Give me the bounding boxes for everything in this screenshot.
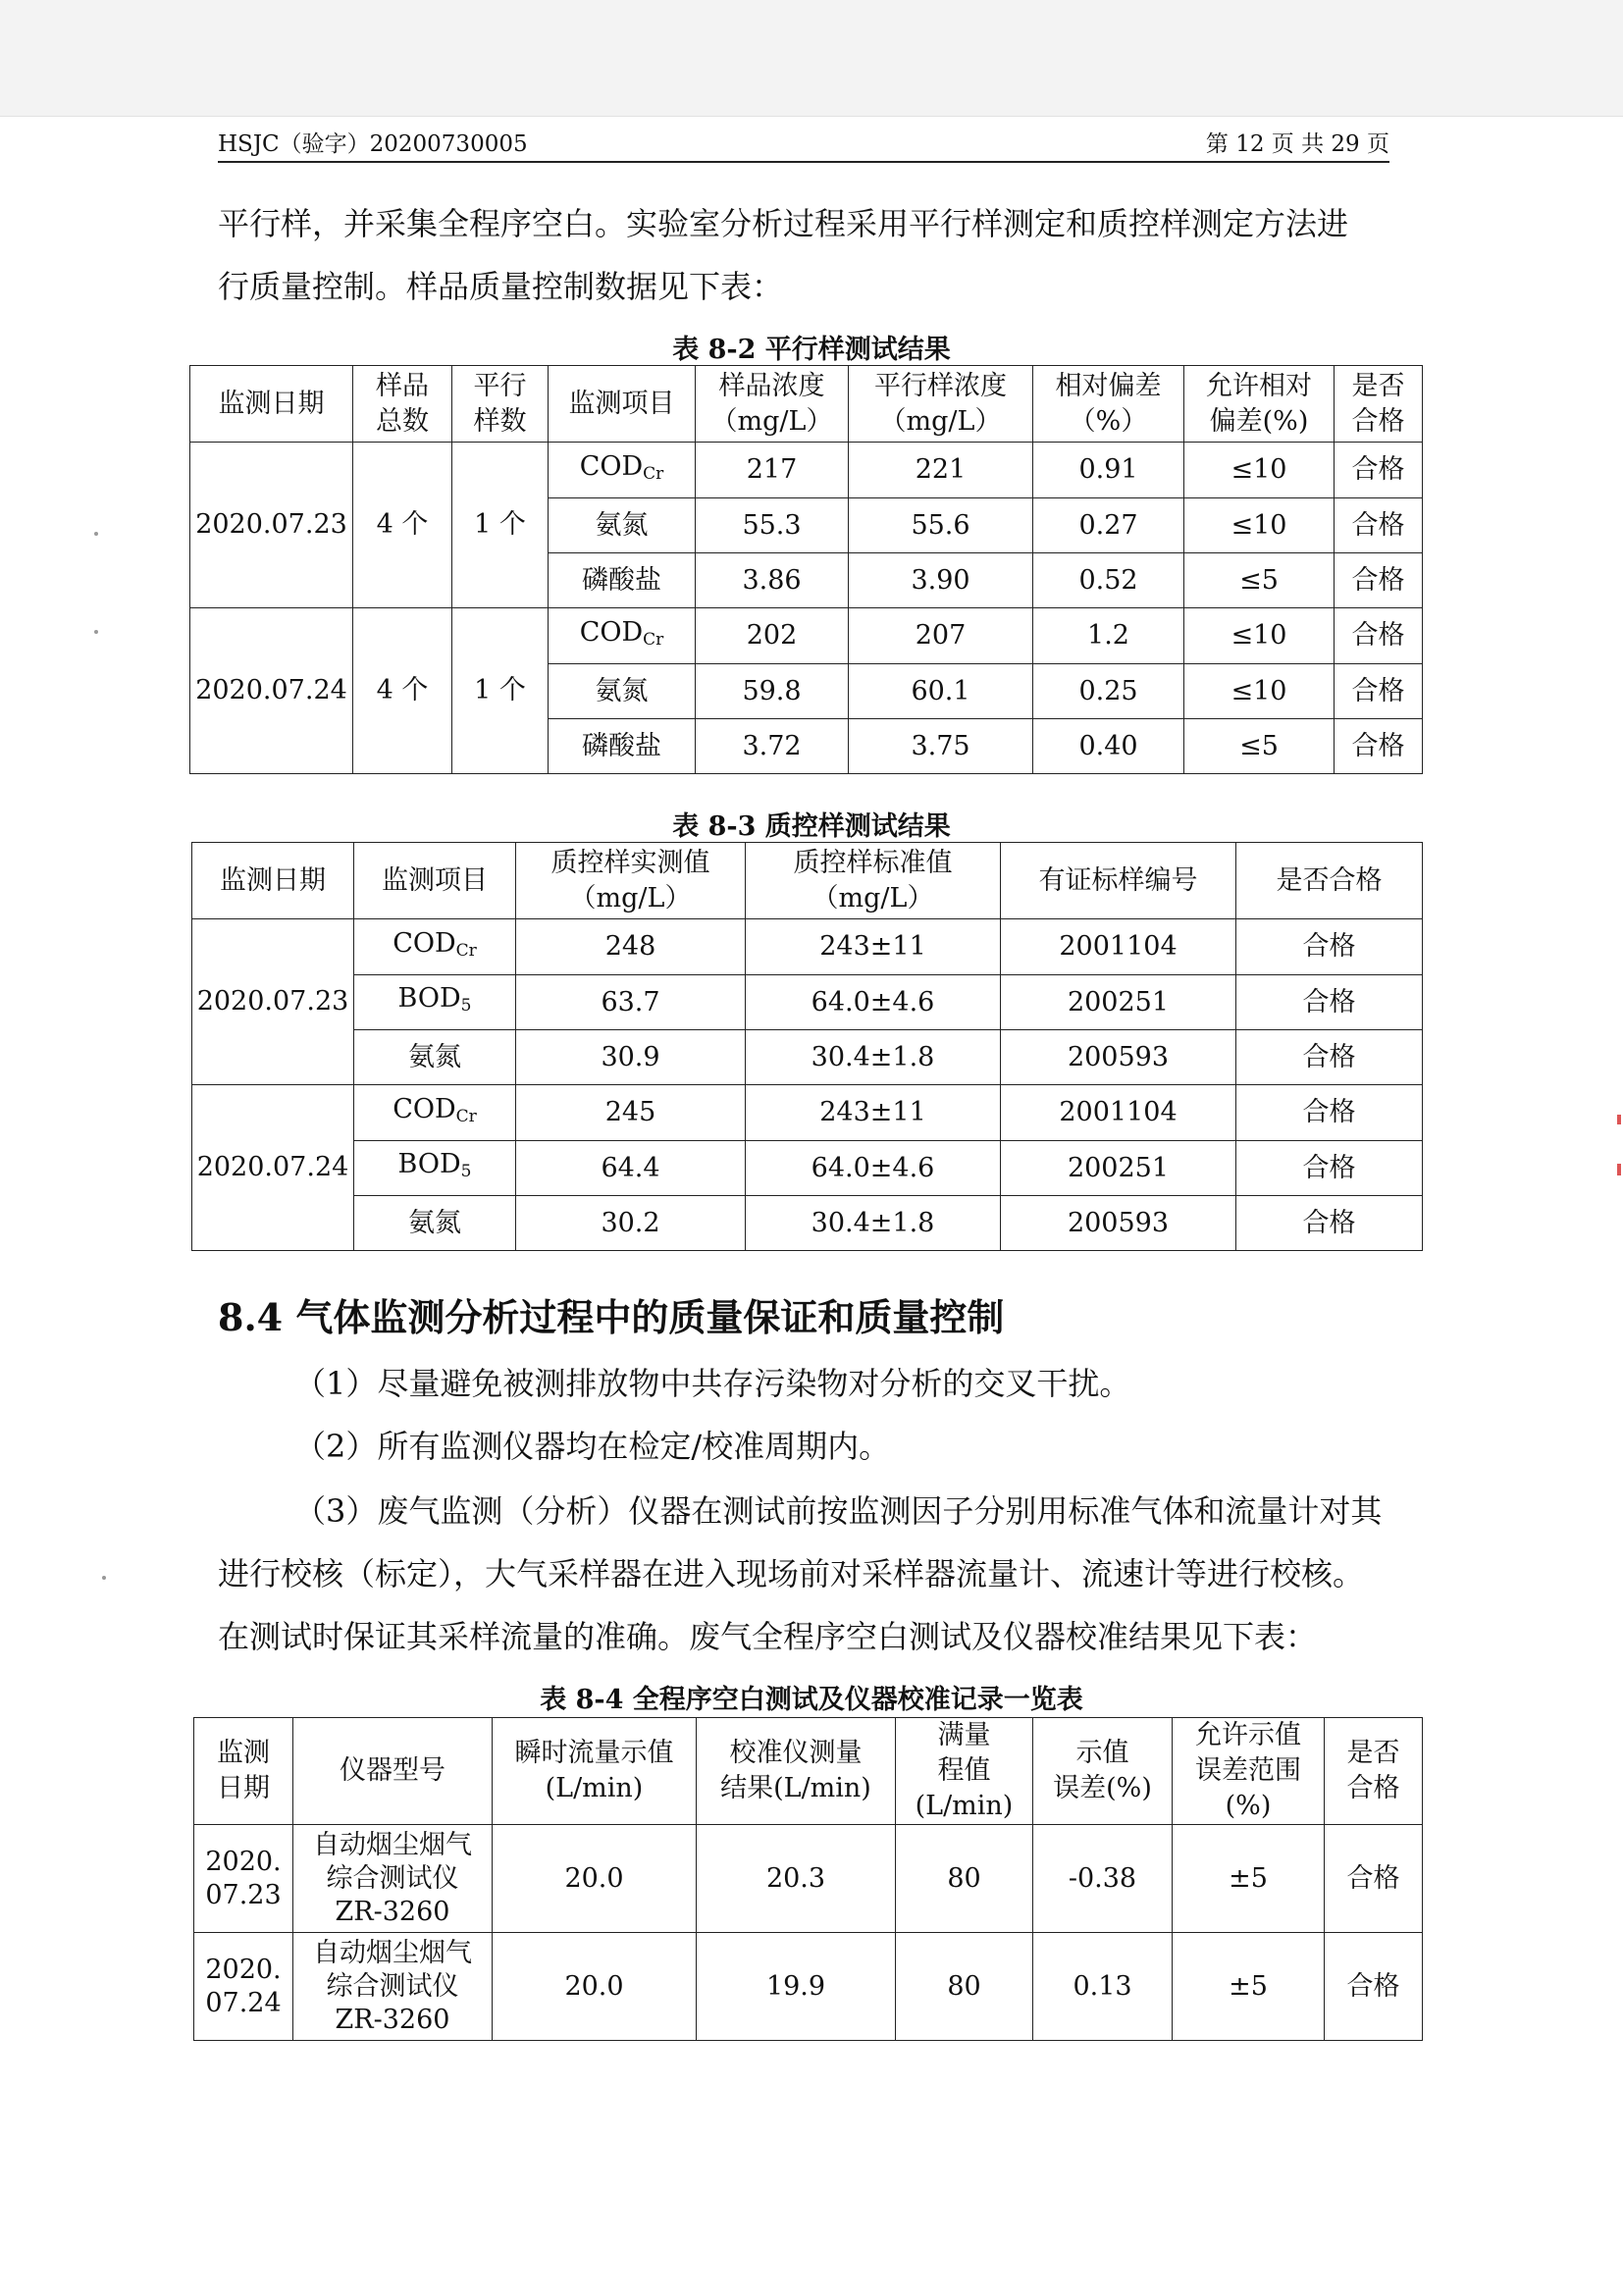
cell-conc: 59.8 [696, 664, 849, 719]
cell-pass: 合格 [1335, 443, 1423, 498]
cell-rd: 0.40 [1033, 719, 1184, 774]
cell-pass: 合格 [1325, 1933, 1423, 2041]
table-8-2-caption: 表 8-2 平行样测试结果 [672, 335, 951, 365]
header-allow: 允许示值 误差范围 (%) [1173, 1718, 1325, 1825]
cell-cert: 200251 [1001, 1141, 1236, 1196]
cell-rd: 1.2 [1033, 608, 1184, 664]
cell-pass: 合格 [1335, 608, 1423, 664]
cell-cert: 2001104 [1001, 1085, 1236, 1141]
table-row [194, 1933, 1423, 2041]
header-cal: 校准仪测量 结果(L/min) [697, 1718, 896, 1825]
cell-allow: ≤10 [1184, 443, 1335, 498]
intro-line-2: 行质量控制。样品质量控制数据见下表： [218, 268, 784, 305]
cell-item: $COD_{Cr}$ [549, 608, 696, 664]
header-standard: 质控样标准值 （mg/L） [746, 843, 1001, 919]
cell-model: 自动烟尘烟气 综合测试仪 ZR-3260 [293, 1933, 493, 2041]
table-row [190, 443, 1423, 498]
cell-standard: 30.4±1.8 [746, 1030, 1001, 1085]
table-header-row [192, 843, 1423, 919]
cell-standard: 64.0±4.6 [746, 1141, 1001, 1196]
cell-allow: ≤10 [1184, 608, 1335, 664]
table-8-4 [193, 1717, 1423, 2041]
header-pass: 是否 合格 [1335, 366, 1423, 443]
cell-measured: 30.2 [516, 1196, 746, 1251]
table-row [192, 1141, 1423, 1196]
cell-date: 2020. 07.24 [194, 1933, 293, 2041]
cell-standard: 64.0±4.6 [746, 975, 1001, 1030]
section-8-4-item-3-line-2: 进行校核（标定），大气采样器在进入现场前对采样器流量计、流速计等进行校核。 [218, 1555, 1365, 1592]
cell-allow: ±5 [1173, 1933, 1325, 2041]
cell-item: $COD_{Cr}$ [354, 1085, 516, 1141]
cell-standard: 30.4±1.8 [746, 1196, 1001, 1251]
cell-cert: 2001104 [1001, 919, 1236, 975]
cell-flow: 20.0 [493, 1933, 697, 2041]
cell-pass: 合格 [1236, 1085, 1423, 1141]
cell-allow: ≤10 [1184, 664, 1335, 719]
cell-standard: 243±11 [746, 1085, 1001, 1141]
header-flow: 瞬时流量示值 (L/min) [493, 1718, 697, 1825]
cell-item: $COD_{Cr}$ [549, 443, 696, 498]
cell-flow: 20.0 [493, 1825, 697, 1933]
cell-parallel: 1 个 [452, 443, 549, 608]
cell-rd: 0.27 [1033, 498, 1184, 553]
cell-conc: 202 [696, 608, 849, 664]
cell-conc: 3.86 [696, 553, 849, 608]
section-8-4-title: 8.4 气体监测分析过程中的质量保证和质量控制 [218, 1295, 1005, 1339]
cell-pass: 合格 [1335, 719, 1423, 774]
header-date: 监测日期 [192, 843, 354, 919]
cell-measured: 63.7 [516, 975, 746, 1030]
table-8-3 [191, 842, 1423, 1251]
cell-item: 氨氮 [354, 1196, 516, 1251]
cell-pconc: 3.90 [849, 553, 1033, 608]
page-header [218, 122, 1389, 163]
header-range: 满量 程值 (L/min) [896, 1718, 1033, 1825]
table-8-4-caption: 表 8-4 全程序空白测试及仪器校准记录一览表 [540, 1685, 1083, 1715]
header-measured: 质控样实测值 （mg/L） [516, 843, 746, 919]
cell-rd: 0.25 [1033, 664, 1184, 719]
cell-err: -0.38 [1033, 1825, 1173, 1933]
cell-cert: 200593 [1001, 1196, 1236, 1251]
header-total: 样品 总数 [353, 366, 452, 443]
cell-date: 2020.07.23 [190, 443, 353, 608]
scan-edge-mark [1617, 1115, 1621, 1124]
header-item: 监测项目 [549, 366, 696, 443]
cell-parallel: 1 个 [452, 608, 549, 774]
header-date: 监测 日期 [194, 1718, 293, 1825]
cell-pass: 合格 [1236, 1141, 1423, 1196]
cell-pconc: 207 [849, 608, 1033, 664]
table-row [190, 608, 1423, 664]
cell-date: 2020. 07.23 [194, 1825, 293, 1933]
cell-pass: 合格 [1236, 975, 1423, 1030]
scan-speck [94, 630, 98, 634]
table-row [192, 1085, 1423, 1141]
cell-item: 磷酸盐 [549, 553, 696, 608]
scan-top-band [0, 0, 1623, 117]
section-8-4-item-3-line-1: （3）废气监测（分析）仪器在测试前按监测因子分别用标准气体和流量计对其 [294, 1492, 1383, 1530]
table-row [192, 1196, 1423, 1251]
scan-edge-mark [1617, 1164, 1621, 1175]
cell-range: 80 [896, 1933, 1033, 2041]
cell-conc: 3.72 [696, 719, 849, 774]
cell-allow: ≤5 [1184, 553, 1335, 608]
cell-pconc: 55.6 [849, 498, 1033, 553]
cell-measured: 245 [516, 1085, 746, 1141]
header-conc: 样品浓度 （mg/L） [696, 366, 849, 443]
cell-pass: 合格 [1236, 1030, 1423, 1085]
cell-cal: 19.9 [697, 1933, 896, 2041]
cell-total: 4 个 [353, 608, 452, 774]
cell-pconc: 60.1 [849, 664, 1033, 719]
header-parallel: 平行 样数 [452, 366, 549, 443]
header-item: 监测项目 [354, 843, 516, 919]
cell-conc: 55.3 [696, 498, 849, 553]
cell-item: 氨氮 [354, 1030, 516, 1085]
table-header-row [190, 366, 1423, 443]
cell-item: $BOD_5$ [354, 975, 516, 1030]
cell-date: 2020.07.24 [190, 608, 353, 774]
cell-pass: 合格 [1236, 919, 1423, 975]
cell-allow: ≤5 [1184, 719, 1335, 774]
cell-pass: 合格 [1236, 1196, 1423, 1251]
cell-item: 氨氮 [549, 498, 696, 553]
cell-pconc: 3.75 [849, 719, 1033, 774]
page-number: 第 12 页 共 29 页 [1205, 131, 1389, 157]
cell-item: $BOD_5$ [354, 1141, 516, 1196]
cell-measured: 64.4 [516, 1141, 746, 1196]
cell-date: 2020.07.24 [192, 1085, 354, 1251]
section-8-4-item-3-line-3: 在测试时保证其采样流量的准确。废气全程序空白测试及仪器校准结果见下表： [218, 1618, 1318, 1655]
section-8-4-item-2: （2）所有监测仪器均在检定/校准周期内。 [294, 1428, 891, 1465]
header-date: 监测日期 [190, 366, 353, 443]
section-8-4-item-1: （1）尽量避免被测排放物中共存污染物对分析的交叉干扰。 [294, 1365, 1131, 1402]
cell-rd: 0.91 [1033, 443, 1184, 498]
cell-pass: 合格 [1335, 498, 1423, 553]
header-pconc: 平行样浓度 （mg/L） [849, 366, 1033, 443]
cell-range: 80 [896, 1825, 1033, 1933]
header-err: 示值 误差(%) [1033, 1718, 1173, 1825]
header-pass: 是否合格 [1236, 843, 1423, 919]
cell-cert: 200593 [1001, 1030, 1236, 1085]
scan-speck [94, 532, 98, 536]
cell-cert: 200251 [1001, 975, 1236, 1030]
scan-speck [102, 1576, 106, 1580]
table-row [192, 1030, 1423, 1085]
table-row [192, 975, 1423, 1030]
cell-allow: ±5 [1173, 1825, 1325, 1933]
cell-err: 0.13 [1033, 1933, 1173, 2041]
table-header-row [194, 1718, 1423, 1825]
cell-item: $COD_{Cr}$ [354, 919, 516, 975]
table-8-3-caption: 表 8-3 质控样测试结果 [672, 811, 951, 842]
table-row [192, 919, 1423, 975]
cell-date: 2020.07.23 [192, 919, 354, 1085]
cell-item: 氨氮 [549, 664, 696, 719]
cell-standard: 243±11 [746, 919, 1001, 975]
cell-measured: 30.9 [516, 1030, 746, 1085]
header-cert: 有证标样编号 [1001, 843, 1236, 919]
cell-cal: 20.3 [697, 1825, 896, 1933]
table-8-2 [189, 365, 1423, 774]
cell-item: 磷酸盐 [549, 719, 696, 774]
cell-model: 自动烟尘烟气 综合测试仪 ZR-3260 [293, 1825, 493, 1933]
cell-measured: 248 [516, 919, 746, 975]
cell-total: 4 个 [353, 443, 452, 608]
table-row [194, 1825, 1423, 1933]
header-rd: 相对偏差 （%） [1033, 366, 1184, 443]
cell-rd: 0.52 [1033, 553, 1184, 608]
cell-pass: 合格 [1335, 664, 1423, 719]
cell-conc: 217 [696, 443, 849, 498]
intro-line-1: 平行样，并采集全程序空白。实验室分析过程采用平行样测定和质控样测定方法进 [218, 205, 1349, 242]
cell-pass: 合格 [1325, 1825, 1423, 1933]
header-allow: 允许相对 偏差(%) [1184, 366, 1335, 443]
header-model: 仪器型号 [293, 1718, 493, 1825]
header-pass: 是否 合格 [1325, 1718, 1423, 1825]
cell-allow: ≤10 [1184, 498, 1335, 553]
cell-pass: 合格 [1335, 553, 1423, 608]
document-code: HSJC（验字）20200730005 [218, 131, 528, 157]
cell-pconc: 221 [849, 443, 1033, 498]
